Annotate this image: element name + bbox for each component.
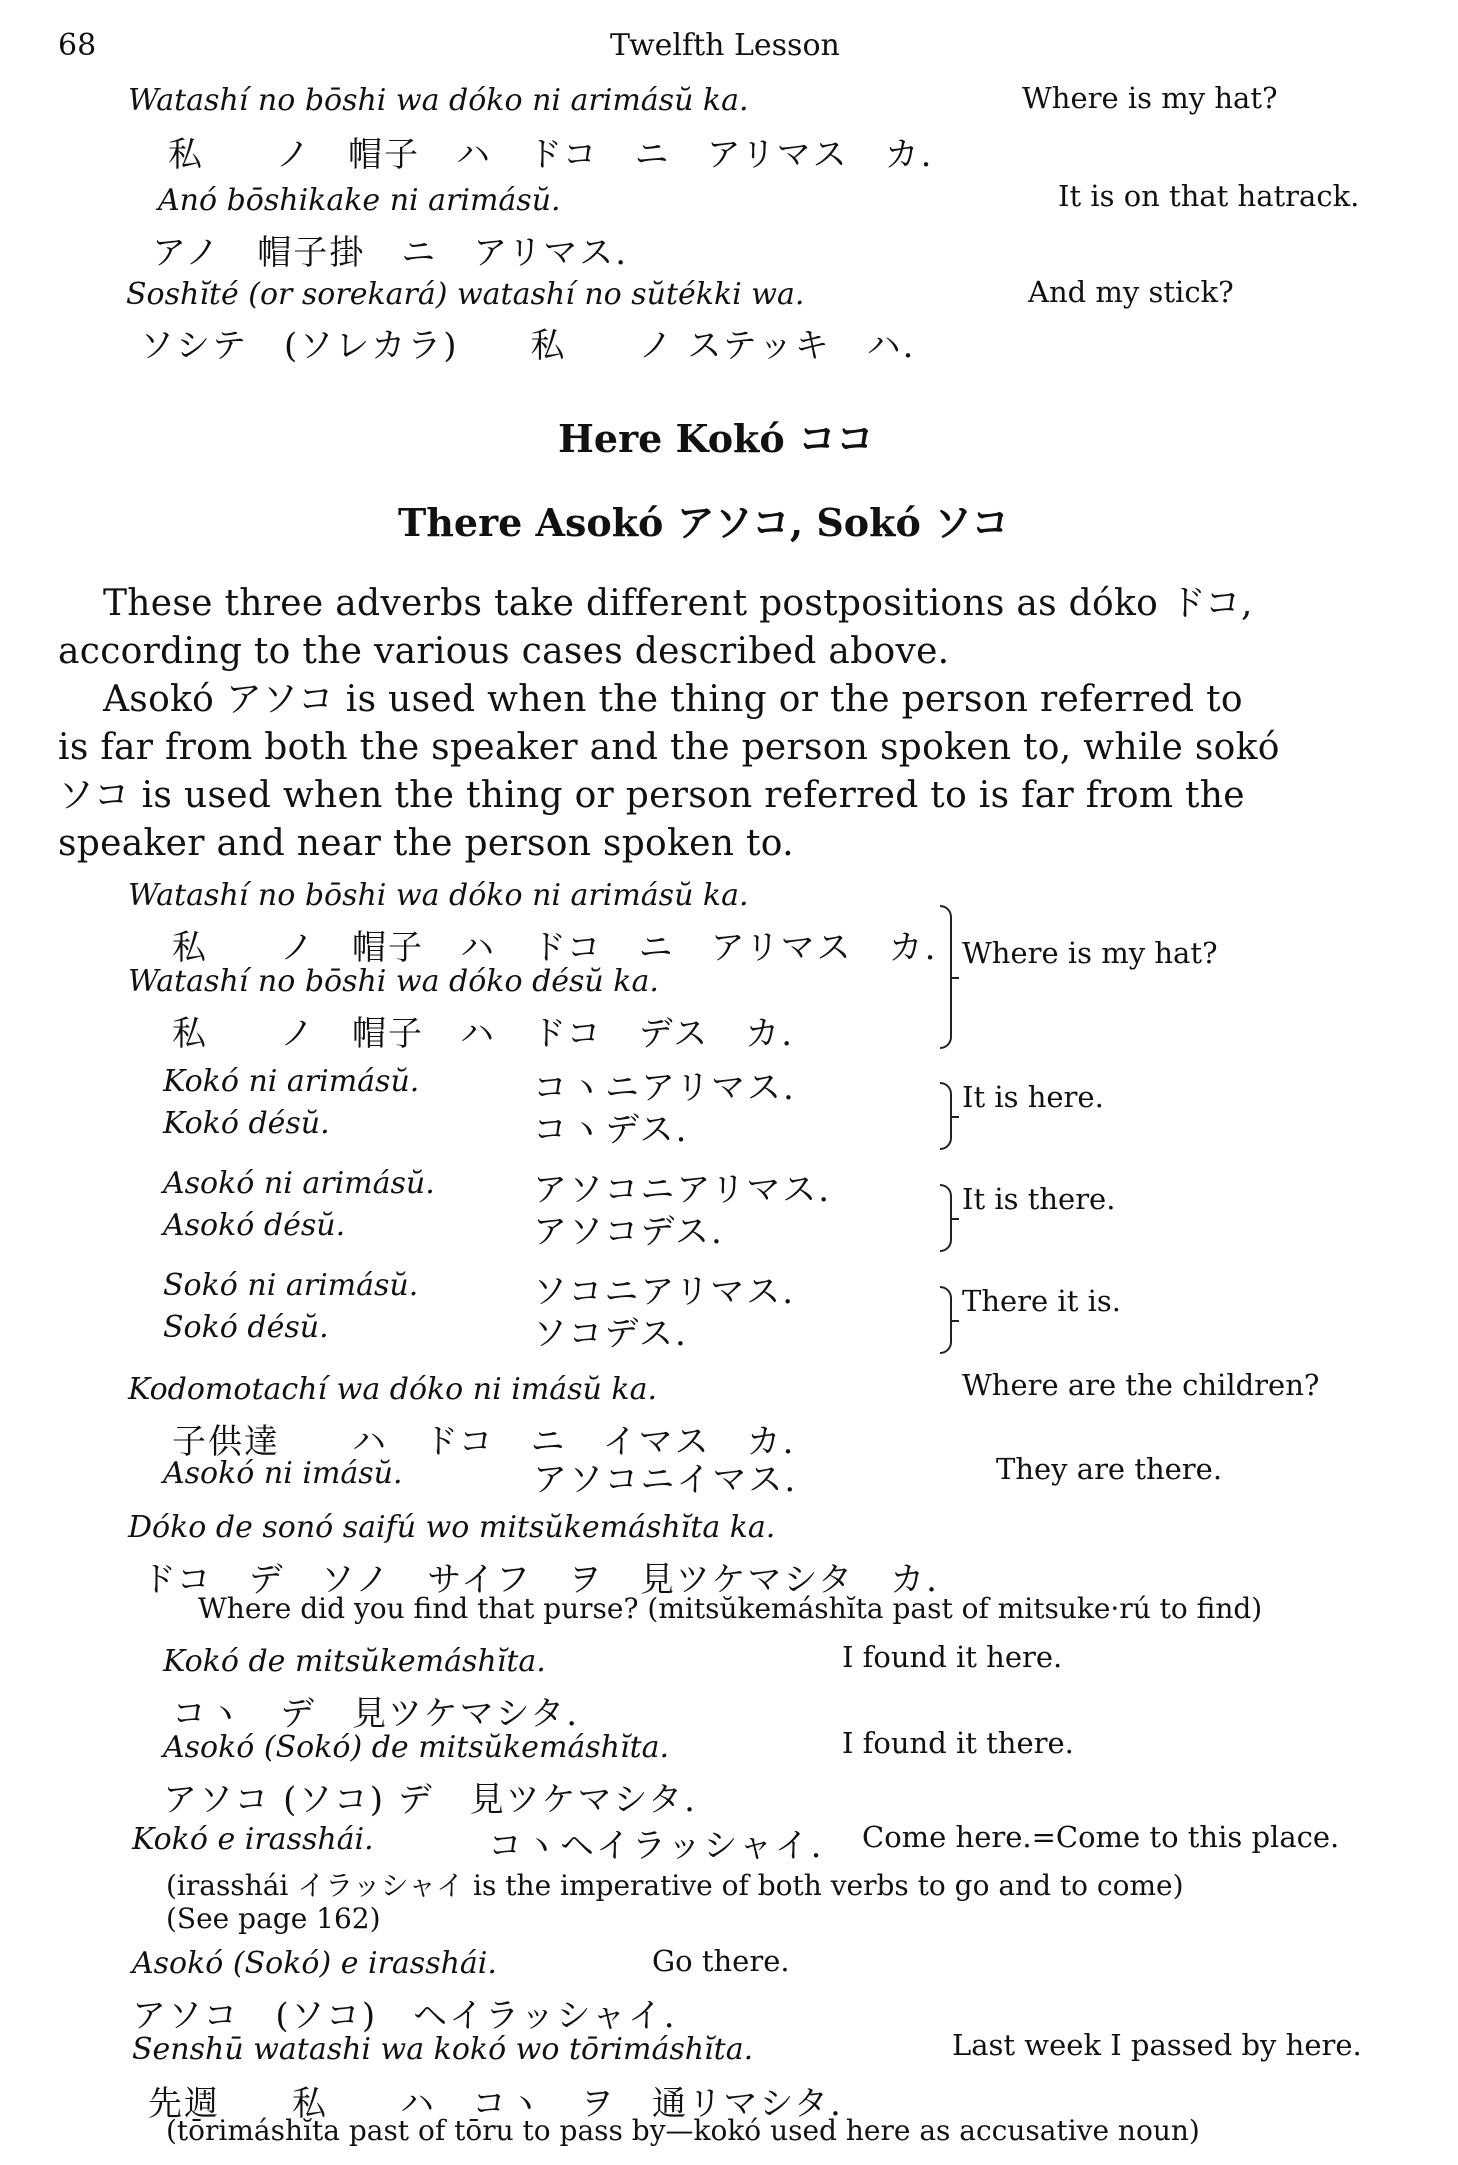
text-line-l2: 私 ノ 帽子 ハ ドコ ニ アリマス カ. (168, 135, 934, 175)
text-line-k2: Kokó désŭ. (163, 1106, 330, 1141)
text-line-g2: (irasshái イラッシャイ is the imperative of both verbs to go and to come) (166, 1869, 1184, 1902)
text-line-s2e: There it is. (962, 1284, 1121, 1318)
text-line-k2j: コヽデス. (533, 1110, 689, 1150)
text-line-l5e: And my stick? (1028, 275, 1234, 309)
text-line-t2: アソコ (ソコ) ヘイラッシャイ. (132, 1996, 677, 2036)
text-line-d2: ドコ デ ソノ サイフ ヲ 見ツケマシタ カ. (142, 1560, 939, 1600)
text-line-a2e: It is there. (962, 1182, 1116, 1216)
text-line-e1: Watashí no bōshi wa dóko ni arimásŭ ka. (128, 878, 749, 913)
text-line-s1: Sokó ni arimásŭ. (163, 1268, 419, 1303)
text-line-p1: These three adverbs take different postpositions as dóko ドコ, (103, 583, 1253, 624)
text-line-e4e: Where is my hat? (962, 936, 1218, 970)
text-line-c1e: Where are the children? (962, 1368, 1320, 1402)
text-line-s1j: ソコニアリマス. (533, 1272, 796, 1312)
text-line-f1: Kokó de mitsŭkemáshĭta. (163, 1644, 546, 1679)
text-line-f3e: I found it there. (842, 1726, 1074, 1760)
text-line-f1e: I found it here. (842, 1640, 1063, 1674)
text-line-p3: Asokó アソコ is used when the thing or the person referred to (103, 679, 1243, 720)
text-line-d3: Where did you find that purse? (mitsŭkemáshĭta past of mitsuke·rú to find) (198, 1592, 1263, 1625)
text-line-e3: Watashí no bōshi wa dóko désŭ ka. (128, 964, 659, 999)
text-line-k1j: コヽニアリマス. (533, 1068, 796, 1108)
text-line-l4: アノ 帽子掛 ニ アリマス. (152, 233, 629, 273)
text-line-f4: アソコ (ソコ) デ 見ツケマシタ. (163, 1780, 697, 1820)
text-line-w2: 先週 私 ハ コヽ ヲ 通リマシタ. (148, 2084, 843, 2124)
brace-it-is-there (940, 1184, 952, 1252)
text-line-e4: 私 ノ 帽子 ハ ドコ デス カ. (172, 1014, 795, 1054)
text-line-g1: Kokó e irasshái. (132, 1822, 374, 1857)
text-line-l1e: Where is my hat? (1022, 81, 1278, 115)
running-title: Twelfth Lesson (610, 28, 840, 63)
text-line-t1e: Go there. (652, 1944, 790, 1978)
text-line-g1e: Come here.=Come to this place. (862, 1820, 1340, 1854)
brace-there-it-is (940, 1286, 952, 1354)
text-line-c3e: They are there. (996, 1452, 1223, 1486)
text-line-c3: Asokó ni imásŭ. (163, 1456, 403, 1491)
text-line-e2: 私 ノ 帽子 ハ ドコ ニ アリマス カ. (172, 928, 938, 968)
text-line-p2: according to the various cases described above. (58, 631, 950, 672)
text-line-s2j: ソコデス. (533, 1314, 688, 1354)
text-line-a1j: アソコニアリマス. (533, 1170, 832, 1210)
text-line-a2: Asokó désŭ. (163, 1208, 346, 1243)
text-line-c3j: アソコニイマス. (533, 1460, 798, 1500)
brace-it-is-here (940, 1082, 952, 1150)
text-line-c2: 子供達 ハ ドコ ニ イマス カ. (172, 1422, 796, 1462)
text-line-p5: ソコ is used when the thing or person referred to is far from the (58, 775, 1245, 816)
text-line-p6: speaker and near the person spoken to. (58, 823, 794, 864)
text-line-l5: Soshĭté (or sorekará) watashí no sŭtékki wa. (126, 277, 805, 312)
page-number: 68 (58, 28, 97, 63)
text-line-p4: is far from both the speaker and the person spoken to, while sokó (58, 727, 1280, 768)
text-line-s2: Sokó désŭ. (163, 1310, 329, 1345)
text-line-l3: Anó bōshikake ni arimásŭ. (158, 183, 561, 218)
text-line-c1: Kodomotachí wa dóko ni imásŭ ka. (128, 1372, 658, 1407)
text-line-w3: (tōrimáshĭta past of tōru to pass by—kokó used here as accusative noun) (166, 2114, 1200, 2147)
text-line-g3: (See page 162) (166, 1902, 381, 1935)
text-line-h2: There Asokó アソコ, Sokó ソコ (398, 500, 1010, 545)
text-line-g1j: コヽヘイラッシャイ. (488, 1826, 824, 1866)
text-line-l3e: It is on that hatrack. (1058, 179, 1360, 213)
text-line-l1: Watashí no bōshi wa dóko ni arimásŭ ka. (128, 83, 749, 118)
text-line-a1: Asokó ni arimásŭ. (163, 1166, 435, 1201)
text-line-f2: コヽ デ 見ツケマシタ. (172, 1694, 580, 1734)
brace-where-is-my-hat (940, 905, 952, 1049)
text-line-d1: Dóko de sonó saifú wo mitsŭkemáshĭta ka. (128, 1510, 776, 1545)
text-line-k1: Kokó ni arimásŭ. (163, 1064, 420, 1099)
text-line-w1e: Last week I passed by here. (952, 2028, 1362, 2062)
text-line-w1: Senshū watashi wa kokó wo tōrimáshĭta. (132, 2032, 754, 2067)
text-line-f3: Asokó (Sokó) de mitsŭkemáshĭta. (163, 1730, 670, 1765)
text-line-l6: ソシテ (ソレカラ) 私 ノ ステッキ ハ. (140, 326, 916, 366)
text-line-a2j: アソコデス. (533, 1212, 724, 1252)
text-line-h1: Here Kokó ココ (558, 416, 874, 461)
text-line-t1: Asokó (Sokó) e irasshái. (132, 1946, 497, 1981)
text-line-k2e: It is here. (962, 1080, 1104, 1114)
